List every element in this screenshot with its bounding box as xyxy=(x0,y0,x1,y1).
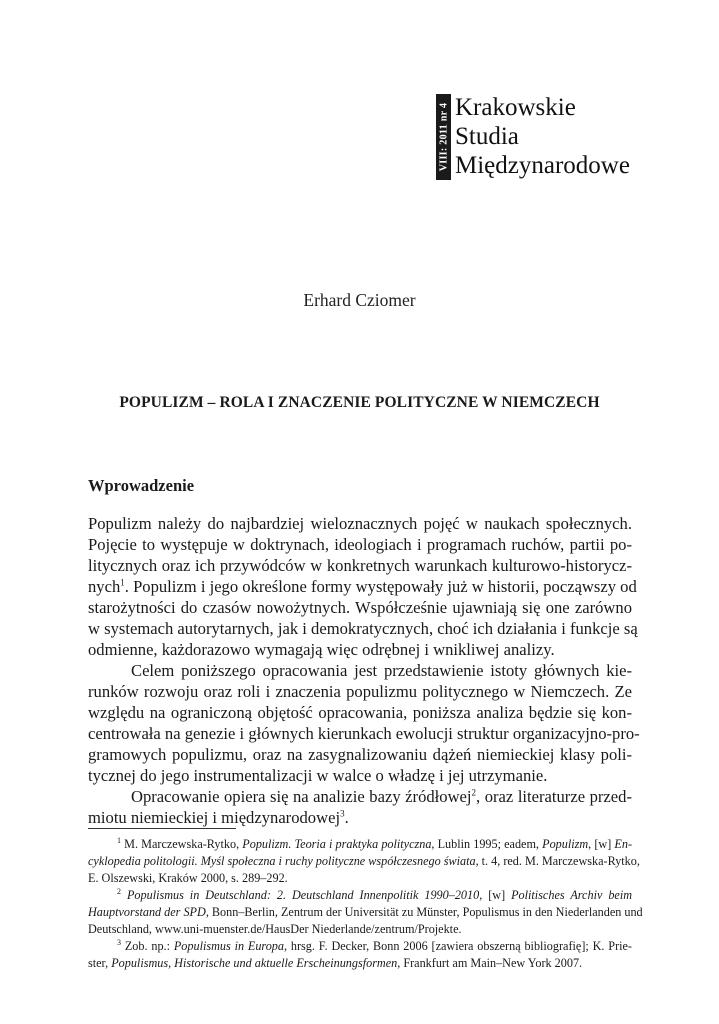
footnote-line: E. Olszewski, Kraków 2000, s. 289–292. xyxy=(88,871,288,885)
text-line: Populizm należy do najbardziej wieloznacznych pojęć w naukach społecznych. xyxy=(88,514,632,533)
text-line: miotu niemieckiej i międzynarodowej$^3$. xyxy=(88,808,349,827)
footnotes xyxy=(88,835,643,972)
footnote-line: $^2$ Populismus in Deutschland: 2. Deutschland Innenpolitik 1990–2010, [w] Politisches Archiv beim xyxy=(117,886,633,902)
journal-name-line: Studia xyxy=(455,123,519,150)
volume-tab xyxy=(436,94,451,180)
text-line: gramowych populizmu, oraz na zasygnalizowaniu dążeń niemieckiej klasy poli- xyxy=(88,745,632,764)
text-line: litycznych oraz ich przywódców w konkretnych warunkach kulturowo-historycz- xyxy=(88,556,632,575)
journal-name-line: Krakowskie xyxy=(455,94,576,121)
footnote-divider xyxy=(88,828,236,829)
footnote-2 xyxy=(88,886,643,938)
footnote-line: Deutschland, www.uni-muenster.de/HausDer Niederlande/zentrum/Projekte. xyxy=(88,922,462,936)
footnote-ref-2[interactable]: 2 xyxy=(471,787,477,798)
journal-name-line: Międzynarodowe xyxy=(455,152,630,179)
text-line: Pojęcie to występuje w doktrynach, ideologiach i programach ruchów, partii po- xyxy=(88,535,632,554)
footnote-1 xyxy=(88,835,640,887)
article-body xyxy=(88,513,640,828)
paragraph-3 xyxy=(88,786,632,828)
text-line: odmienne, każdorazowo wymagają więc odrębnej i wnikliwej analizy. xyxy=(88,640,555,659)
text-line: centrowała na genezie i głównych kierunkach ewolucji struktur organizacyjno-pro- xyxy=(88,724,640,743)
footnote-line: $^3$ Zob. np.: Populismus in Europa, hrsg. F. Decker, Bonn 2006 [zawiera obszerną bibliografię]; K. Prie- xyxy=(117,937,632,953)
text-line: Opracowanie opiera się na analizie bazy źródłowej$^2$, oraz literaturze przed- xyxy=(131,787,632,806)
text-line: tycznej do jego instrumentalizacji w walce o władzę i jej utrzymanie. xyxy=(88,766,548,785)
footnote-ref-1[interactable]: 1 xyxy=(120,577,125,588)
paragraph-2 xyxy=(88,660,640,786)
footnote-line: Hauptvorstand der SPD, Bonn–Berlin, Zentrum der Universität zu Münster, Populismus in den Niederlanden und xyxy=(88,905,643,919)
text-line: nych$^1$. Populizm i jego określone formy występowały już w historii, począwszy od xyxy=(88,577,637,596)
text-line: względu na ograniczoną objętość opracowania, poniższa analiza będzie się kon- xyxy=(88,703,632,722)
footnote-ref-3[interactable]: 3 xyxy=(340,808,345,819)
text-line: starożytności do czasów nowożytnych. Współcześnie ujawniają się one zarówno xyxy=(88,598,632,617)
footnote-line: $^1$ M. Marczewska-Rytko, Populizm. Teoria i praktyka polityczna, Lublin 1995; eadem, Populizm, [w] En- xyxy=(117,835,633,851)
article-title: POPULIZM – ROLA I ZNACZENIE POLITYCZNE W NIEMCZECH xyxy=(119,394,600,411)
volume-label: VIII: 2011 nr 4 xyxy=(438,102,449,172)
footnote-line: cyklopedia politologii. Myśl społeczna i ruchy polityczne współczesnego świata, t. 4, red. M. Marczewska-Rytko, xyxy=(88,854,640,868)
paragraph-1 xyxy=(88,513,638,660)
footnote-line: ster, Populismus, Historische und aktuelle Erscheinungsformen, Frankfurt am Main–New York 2007. xyxy=(88,956,583,970)
journal-name xyxy=(455,94,630,180)
text-line: runków rozwoju oraz roli i znaczenia populizmu politycznego w Niemczech. Ze xyxy=(88,682,632,701)
footnote-3 xyxy=(88,938,632,972)
section-heading: Wprowadzenie xyxy=(88,476,195,495)
journal-masthead xyxy=(436,94,630,180)
author-name: Erhard Cziomer xyxy=(303,290,416,310)
text-line: Celem poniższego opracowania jest przedstawienie istoty głównych kie- xyxy=(131,661,632,680)
text-line: w systemach autorytarnych, jak i demokratycznych, choć ich działania i funkcje są xyxy=(88,619,638,638)
